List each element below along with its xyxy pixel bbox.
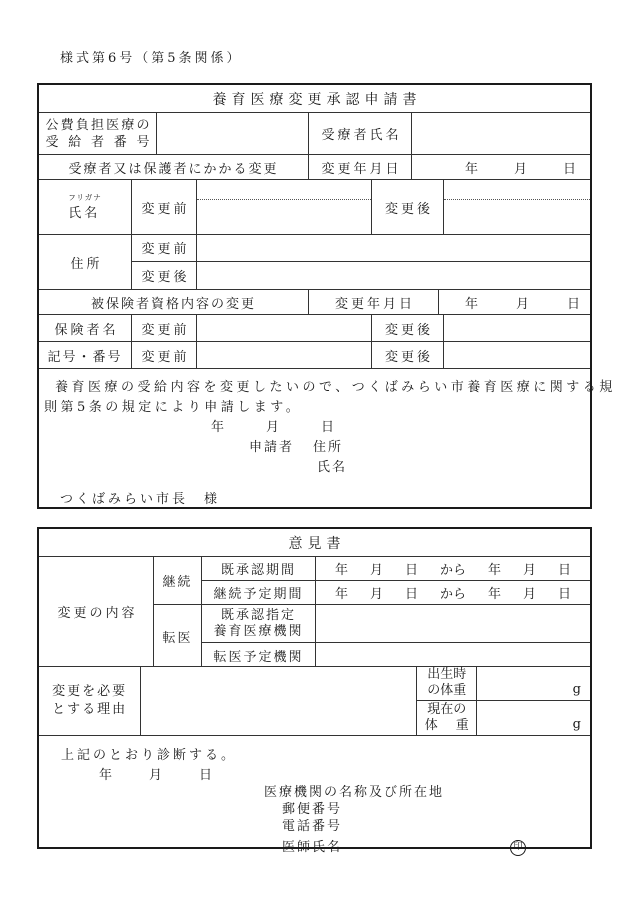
patient-change-header-row (39, 155, 590, 180)
phone-number-label: 電話番号 (282, 819, 343, 834)
application-title: 養育医療変更承認申請書 (212, 91, 422, 108)
day-label: 日 (558, 586, 572, 602)
day-label: 日 (562, 161, 576, 177)
address-after-field[interactable] (197, 262, 590, 289)
day-label: 日 (404, 562, 418, 578)
month-label: 月 (266, 420, 280, 435)
birth-weight-label-line1: 出生時 (427, 667, 467, 683)
payer-number-label-line1: 公費負担医療の (45, 117, 150, 133)
opinion-title-row (39, 529, 590, 557)
name-after-field[interactable] (444, 180, 590, 234)
current-weight-label-line1: 現在の (427, 701, 467, 717)
current-weight-field[interactable] (477, 701, 590, 735)
doctor-name-label: 医師氏名 (282, 840, 343, 855)
symbol-before-field[interactable] (197, 342, 372, 368)
continuation-label: 継続 (154, 557, 202, 604)
approved-institution-label-line2: 養育医療機関 (213, 623, 304, 639)
change-content-label: 変更の内容 (39, 557, 154, 666)
address-before-field[interactable] (197, 235, 590, 261)
month-label: 月 (149, 768, 163, 783)
payer-number-label-line2: 受給者番号 (45, 134, 150, 150)
day-label: 日 (199, 768, 213, 783)
name-label-cell (39, 180, 132, 234)
year-label: 年 (464, 161, 478, 177)
insurance-change-header: 被保険者資格内容の変更 (39, 290, 309, 314)
application-title-row (39, 85, 590, 113)
year-label: 年 (211, 420, 225, 435)
month-label: 月 (523, 586, 537, 602)
payer-number-label (39, 113, 157, 154)
name-before-label: 変更前 (132, 180, 197, 234)
insurer-after-label: 変更後 (372, 315, 444, 341)
address-before-label: 変更前 (132, 235, 197, 261)
furigana-label: フリガナ (68, 193, 102, 202)
day-label: 日 (404, 586, 418, 602)
patient-change-header: 受療者又は保護者にかかる変更 (39, 155, 309, 179)
current-weight-label-line2: 体重 (424, 717, 469, 733)
symbol-before-label: 変更前 (132, 342, 197, 368)
name-before-field[interactable] (197, 180, 372, 234)
month-label: 月 (523, 562, 537, 578)
furigana-divider-line (444, 199, 590, 200)
year-label: 年 (334, 562, 348, 578)
address-label: 住所 (39, 235, 132, 289)
name-after-label: 変更後 (372, 180, 444, 234)
gram-unit-label: g (572, 717, 581, 732)
applicant-address-label: 住所 (313, 440, 344, 455)
approved-institution-label (202, 605, 316, 642)
day-label: 日 (558, 562, 572, 578)
change-content-section (39, 557, 590, 667)
approved-institution-label-line1: 既承認指定 (220, 607, 296, 623)
insurer-after-field[interactable] (444, 315, 590, 341)
opinion-date-line[interactable] (39, 767, 590, 784)
addressee: つくばみらい市長 様 (60, 492, 221, 507)
statement-line2: 則第5条の規定により申請します。 (44, 400, 303, 415)
insurance-change-header-row (39, 290, 590, 315)
year-label: 年 (464, 296, 478, 312)
form-number: 様式第6号（第5条関係） (60, 51, 243, 66)
application-statement (39, 369, 616, 507)
month-label: 月 (513, 161, 527, 177)
reason-label-line1: 変更を必要 (52, 684, 128, 699)
transfer-group (154, 605, 590, 667)
approved-institution-field[interactable] (316, 605, 590, 642)
patient-name-label: 受療者氏名 (309, 113, 412, 154)
reason-label (39, 667, 141, 735)
continuation-group (154, 557, 590, 605)
symbol-number-label: 記号・番号 (39, 342, 132, 368)
address-row (39, 235, 590, 290)
insurer-row (39, 315, 590, 342)
year-label: 年 (488, 586, 502, 602)
reason-field[interactable] (141, 667, 417, 735)
month-label: 月 (515, 296, 529, 312)
patient-name-field[interactable] (412, 113, 590, 154)
from-label: から (439, 586, 466, 602)
reason-section (39, 667, 590, 736)
postal-code-label: 郵便番号 (282, 802, 343, 817)
insurance-change-date-label: 変更年月日 (309, 290, 439, 314)
payer-number-field[interactable] (157, 113, 309, 154)
transfer-institution-field[interactable] (316, 643, 590, 667)
transfer-institution-label: 転医予定機関 (202, 643, 316, 667)
name-row (39, 180, 590, 235)
statement-line1: 養育医療の受給内容を変更したいので、つくばみらい市養育医療に関する規 (55, 380, 616, 395)
insurance-change-date-field[interactable] (439, 290, 590, 314)
application-date-line[interactable] (39, 418, 590, 438)
birth-weight-label-line2: の体重 (427, 683, 467, 699)
insurer-before-field[interactable] (197, 315, 372, 341)
symbol-after-field[interactable] (444, 342, 590, 368)
transfer-label: 転医 (154, 605, 202, 667)
applicant-name-label: 氏名 (317, 460, 348, 475)
year-label: 年 (334, 586, 348, 602)
month-label: 月 (369, 562, 383, 578)
insurer-before-label: 変更前 (132, 315, 197, 341)
change-date-label: 変更年月日 (309, 155, 412, 179)
insurer-label: 保険者名 (39, 315, 132, 341)
year-label: 年 (488, 562, 502, 578)
seal-stamp-icon: 印 (510, 840, 526, 856)
name-label: 氏名 (68, 206, 101, 221)
furigana-divider-line (197, 199, 371, 200)
day-label: 日 (566, 296, 580, 312)
reason-label-line2: とする理由 (52, 702, 128, 717)
change-date-field[interactable] (412, 155, 590, 179)
gram-unit-label: g (572, 681, 581, 697)
planned-period-field[interactable] (316, 581, 590, 604)
diagnosis-statement: 上記のとおり診断する。 (61, 748, 238, 763)
opinion-title: 意見書 (288, 535, 346, 552)
opinion-statement (39, 736, 590, 855)
approved-period-label: 既承認期間 (202, 557, 316, 580)
payer-number-row (39, 113, 590, 155)
symbol-after-label: 変更後 (372, 342, 444, 368)
year-label: 年 (99, 768, 113, 783)
birth-weight-label (417, 667, 477, 700)
day-label: 日 (321, 420, 335, 435)
symbol-number-row (39, 342, 590, 369)
application-form-table (37, 83, 616, 509)
month-label: 月 (369, 586, 383, 602)
institution-address-label: 医療機関の名称及び所在地 (264, 785, 445, 800)
current-weight-label (417, 701, 477, 735)
approved-period-field[interactable] (316, 557, 590, 580)
opinion-form-table (37, 527, 592, 855)
birth-weight-field[interactable] (477, 667, 590, 700)
planned-period-label: 継続予定期間 (202, 581, 316, 604)
address-after-label: 変更後 (132, 262, 197, 289)
applicant-label: 申請者 (249, 440, 295, 455)
from-label: から (439, 562, 466, 578)
